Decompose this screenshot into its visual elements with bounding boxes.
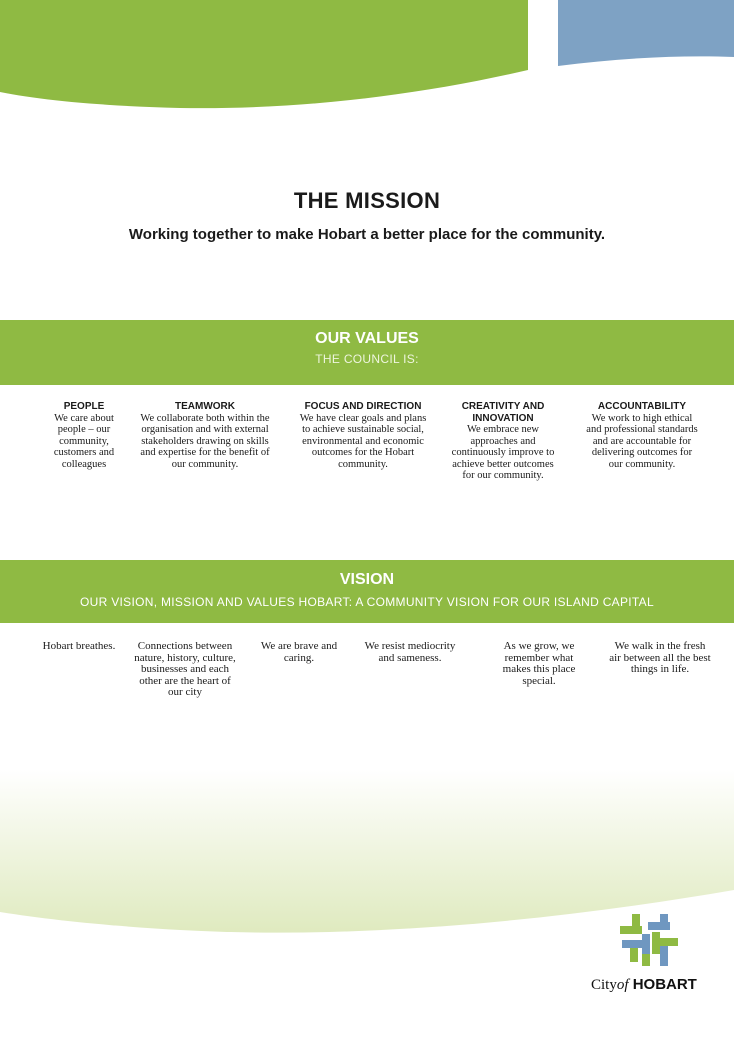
vision-subtitle: OUR VISION, MISSION AND VALUES HOBART: A COMMUNITY VISION FOR OUR ISLAND CAPITAL <box>80 595 654 609</box>
value-text: We have clear goals and plans to achieve sustainable social, environmental and economic outcomes for the Hobart community. <box>299 412 427 470</box>
value-focus-direction <box>296 401 430 470</box>
vision-statement: As we grow, we remember what makes this place special. <box>502 640 576 687</box>
vision-statement: Hobart breathes. <box>42 640 116 652</box>
green-wave <box>0 0 528 108</box>
values-subtitle: THE COUNCIL IS: <box>315 352 419 366</box>
value-heading: CREATIVITY AND INNOVATION <box>461 401 545 424</box>
vision-statement: Connections between nature, history, culture, businesses and each other are the heart of our city <box>134 640 236 698</box>
value-text: We embrace new approaches and continuously improve to achieve better outcomes for our community. <box>451 424 555 481</box>
value-text: We work to high ethical and professional standards and are accountable for delivering outcomes for our community. <box>586 412 698 470</box>
header-wave-decoration <box>0 0 734 130</box>
logo-of: of <box>616 977 629 993</box>
footer-fade-decoration <box>0 770 734 1037</box>
value-teamwork <box>140 401 270 470</box>
logo-hobart: HOBART <box>632 976 697 993</box>
vision-title: VISION <box>339 571 395 588</box>
city-of-hobart-logo-icon <box>620 912 680 968</box>
vision-band <box>0 560 734 623</box>
values-title: OUR VALUES <box>315 330 419 347</box>
values-band <box>0 320 734 385</box>
value-creativity-innovation <box>450 401 556 482</box>
value-heading: TEAMWORK <box>175 401 235 412</box>
logo-city: City <box>591 977 617 993</box>
vision-statement: We walk in the fresh air between all the best things in life. <box>609 640 711 675</box>
value-text: We collaborate both within the organisation and with external stakeholders drawing on skills and expertise for the benefit of our community. <box>140 412 270 470</box>
value-heading: PEOPLE <box>63 401 105 412</box>
blue-wave <box>558 0 734 66</box>
mission-statement: Working together to make Hobart a better place for the community. <box>128 226 606 243</box>
value-heading: ACCOUNTABILITY <box>597 401 687 412</box>
value-text: We care about people – our community, customers and colleagues <box>53 412 115 470</box>
vision-statement: We are brave and caring. <box>260 640 338 664</box>
value-people <box>40 401 128 470</box>
value-heading: FOCUS AND DIRECTION <box>304 401 422 412</box>
mission-title: THE MISSION <box>293 188 441 213</box>
value-accountability <box>586 401 698 470</box>
vision-statement: We resist mediocrity and sameness. <box>364 640 456 664</box>
logo-wordmark <box>591 976 697 994</box>
